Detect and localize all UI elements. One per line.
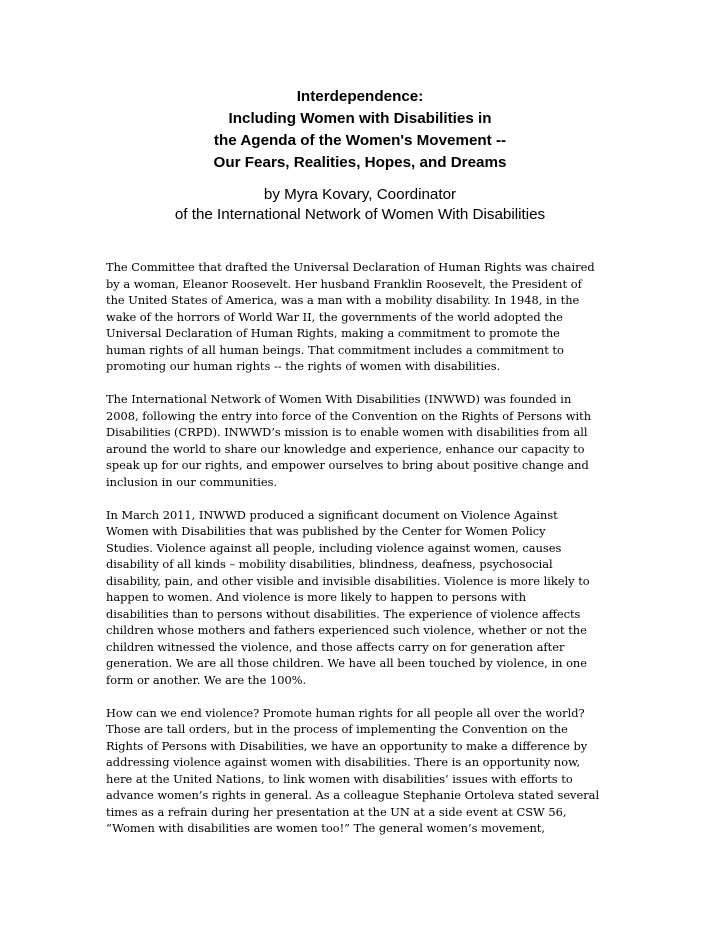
paragraph-line: times as a refrain during her presentation at the UN at a side event at CSW 56, — [106, 804, 567, 819]
paragraph-line: happen to women. And violence is more likely to happen to persons with — [106, 590, 527, 604]
byline-line: by Myra Kovary, Coordinator — [263, 186, 457, 203]
paragraph-line: children witnessed the violence, and those affects carry on for generation after — [106, 639, 565, 654]
paragraph-line: speak up for our rights, and empower ourselves to bring about positive change and — [106, 458, 589, 472]
paragraph-line: Disabilities (CRPD). INWWD’s mission is to enable women with disabilities from all — [106, 425, 588, 439]
author-byline — [0, 185, 720, 225]
paragraph-line: disability of all kinds – mobility disabilities, blindness, deafness, psychosocial — [106, 557, 553, 571]
paragraph-line: disabilities than to persons without disabilities. The experience of violence affects — [106, 606, 581, 621]
body-paragraph — [106, 391, 618, 490]
title-line: Our Fears, Realities, Hopes, and Dreams — [213, 154, 507, 171]
paragraph-line: Those are tall orders, but in the process of implementing the Convention on the — [106, 722, 568, 736]
paragraph-line: “Women with disabilities are women too!” The general women’s movement, — [106, 821, 545, 835]
body-paragraph — [106, 705, 618, 837]
paragraph-line: Rights of Persons with Disabilities, we have an opportunity to make a difference by — [106, 738, 588, 753]
paragraph-line: around the world to share our knowledge and experience, enhance our capacity to — [106, 441, 585, 456]
paragraph-line: inclusion in our communities. — [106, 474, 278, 489]
paragraph-line: generation. We are all those children. We have all been touched by violence, in one — [106, 656, 588, 670]
paragraph-line: The International Network of Women With Disabilities (INWWD) was founded in — [106, 392, 572, 406]
paragraph-line: disability, pain, and other visible and invisible disabilities. Violence is more likely to — [106, 573, 590, 588]
paragraph-line: Universal Declaration of Human Rights, making a commitment to promote the — [106, 326, 560, 340]
paragraph-line: human rights of all human beings. That commitment includes a commitment to — [106, 342, 564, 357]
paragraph-line: In March 2011, INWWD produced a significant document on Violence Against — [106, 507, 558, 522]
byline-line: of the International Network of Women With Disabilities — [174, 206, 546, 223]
paragraph-line: children whose mothers and fathers experienced such violence, whether or not the — [106, 623, 587, 637]
paragraph-line: advance women’s rights in general. As a colleague Stephanie Ortoleva stated several — [106, 788, 600, 802]
paragraph-line: the United States of America, was a man with a mobility disability. In 1948, in the — [106, 293, 580, 307]
paragraph-line: promoting our human rights -- the rights of women with disabilities. — [106, 359, 501, 373]
title-line: Including Women with Disabilities in — [228, 110, 492, 127]
body-paragraph — [106, 507, 618, 689]
paragraph-line: here at the United Nations, to link women with disabilities’ issues with efforts to — [106, 771, 573, 786]
paragraph-line: Women with Disabilities that was published by the Center for Women Policy — [106, 524, 546, 538]
paragraph-line: form or another. We are the 100%. — [106, 672, 307, 687]
paragraph-line: The Committee that drafted the Universal Declaration of Human Rights was chaired — [106, 260, 595, 274]
paragraph-line: 2008, following the entry into force of the Convention on the Rights of Persons with — [106, 408, 592, 423]
document-body — [106, 259, 618, 853]
paragraph-line: by a woman, Eleanor Roosevelt. Her husband Franklin Roosevelt, the President of — [106, 276, 582, 291]
title-line: Interdependence: — [296, 88, 424, 105]
body-paragraph — [106, 259, 618, 375]
document-title — [0, 86, 720, 174]
paragraph-line: Studies. Violence against all people, including violence against women, causes — [106, 540, 562, 555]
paragraph-line: addressing violence against women with disabilities. There is an opportunity now, — [106, 755, 581, 769]
paragraph-line: How can we end violence? Promote human rights for all people all over the world? — [106, 705, 585, 720]
paragraph-line: wake of the horrors of World War II, the governments of the world adopted the — [106, 309, 563, 324]
title-line: the Agenda of the Women's Movement -- — [213, 132, 507, 149]
